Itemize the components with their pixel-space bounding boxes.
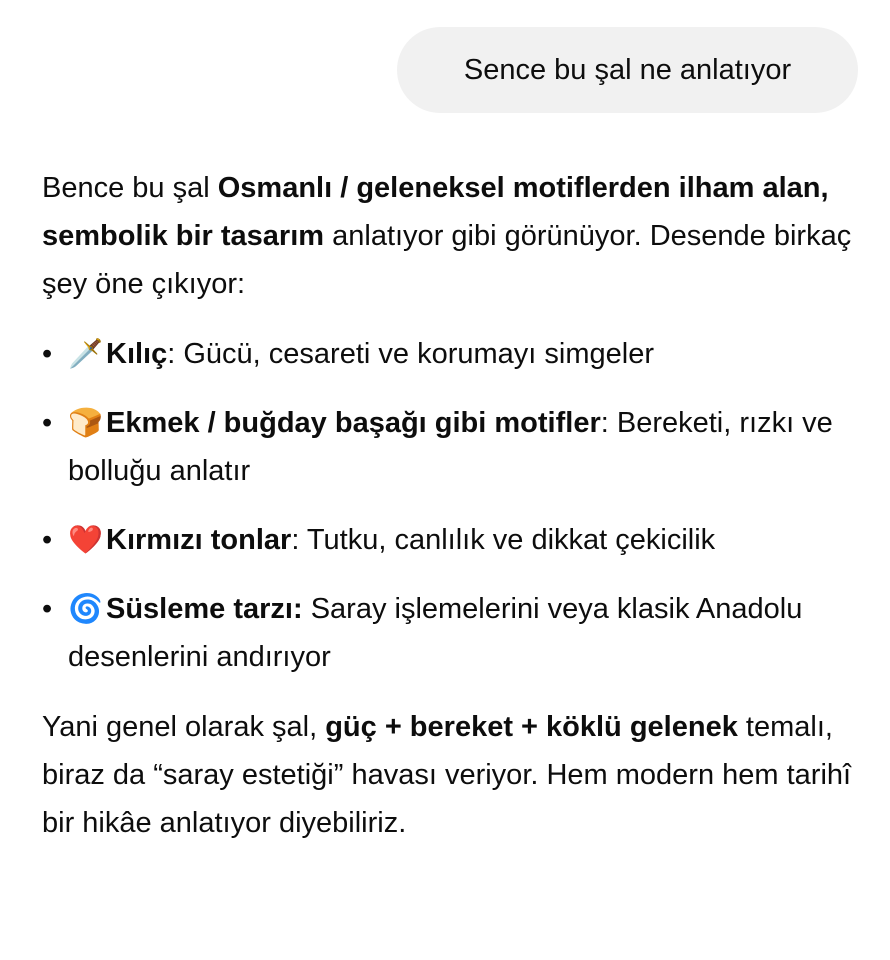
assistant-response <box>42 164 872 847</box>
item-text: : Tutku, canlılık ve dikkat çekicilik <box>291 524 716 556</box>
bullet-icon: • <box>42 407 53 439</box>
item-text: Saray işlemelerini veya klasik Anadolu desenlerini andırıyor <box>68 593 803 673</box>
item-text: : Bereketi, rızkı ve bolluğu anlatır <box>68 407 833 487</box>
outro-text: Yani genel olarak şal, <box>42 711 326 743</box>
outro-bold: güç + bereket + köklü gelenek <box>325 711 738 743</box>
list-item <box>42 399 872 495</box>
sword-icon: 🗡️ <box>68 338 103 369</box>
item-text: : Gücü, cesareti ve korumayı simgeler <box>167 338 654 370</box>
item-title: Süsleme tarzı: <box>106 593 303 625</box>
motif-list <box>42 330 872 681</box>
user-message-bubble <box>397 27 858 113</box>
item-title: Kılıç <box>106 338 168 370</box>
intro-text: Bence bu şal <box>42 172 218 204</box>
cyclone-icon: 🌀 <box>68 593 103 624</box>
intro-text-end: anlatıyor gibi görünüyor. Desende birkaç şey öne çıkıyor: <box>42 220 852 300</box>
outro-text-end: temalı, biraz da “saray estetiği” havası veriyor. Hem modern hem tarihî bir hikâe anlatıyor diyebiliriz. <box>42 711 852 839</box>
list-item <box>42 516 872 564</box>
list-item <box>42 330 872 378</box>
list-item <box>42 585 872 681</box>
outro-paragraph <box>42 703 872 847</box>
item-title: Ekmek / buğday başağı gibi motifler <box>106 407 601 439</box>
bullet-icon: • <box>42 338 53 370</box>
item-title: Kırmızı tonlar <box>106 524 292 556</box>
intro-bold: Osmanlı / geleneksel motiflerden ilham alan, sembolik bir tasarım <box>42 172 829 252</box>
bullet-icon: • <box>42 524 53 556</box>
bullet-icon: • <box>42 593 53 625</box>
intro-paragraph <box>42 164 872 308</box>
heart-icon: ❤️ <box>68 524 103 555</box>
bread-icon: 🍞 <box>68 407 103 438</box>
user-message-text: Sence bu şal ne anlatıyor <box>463 53 792 86</box>
